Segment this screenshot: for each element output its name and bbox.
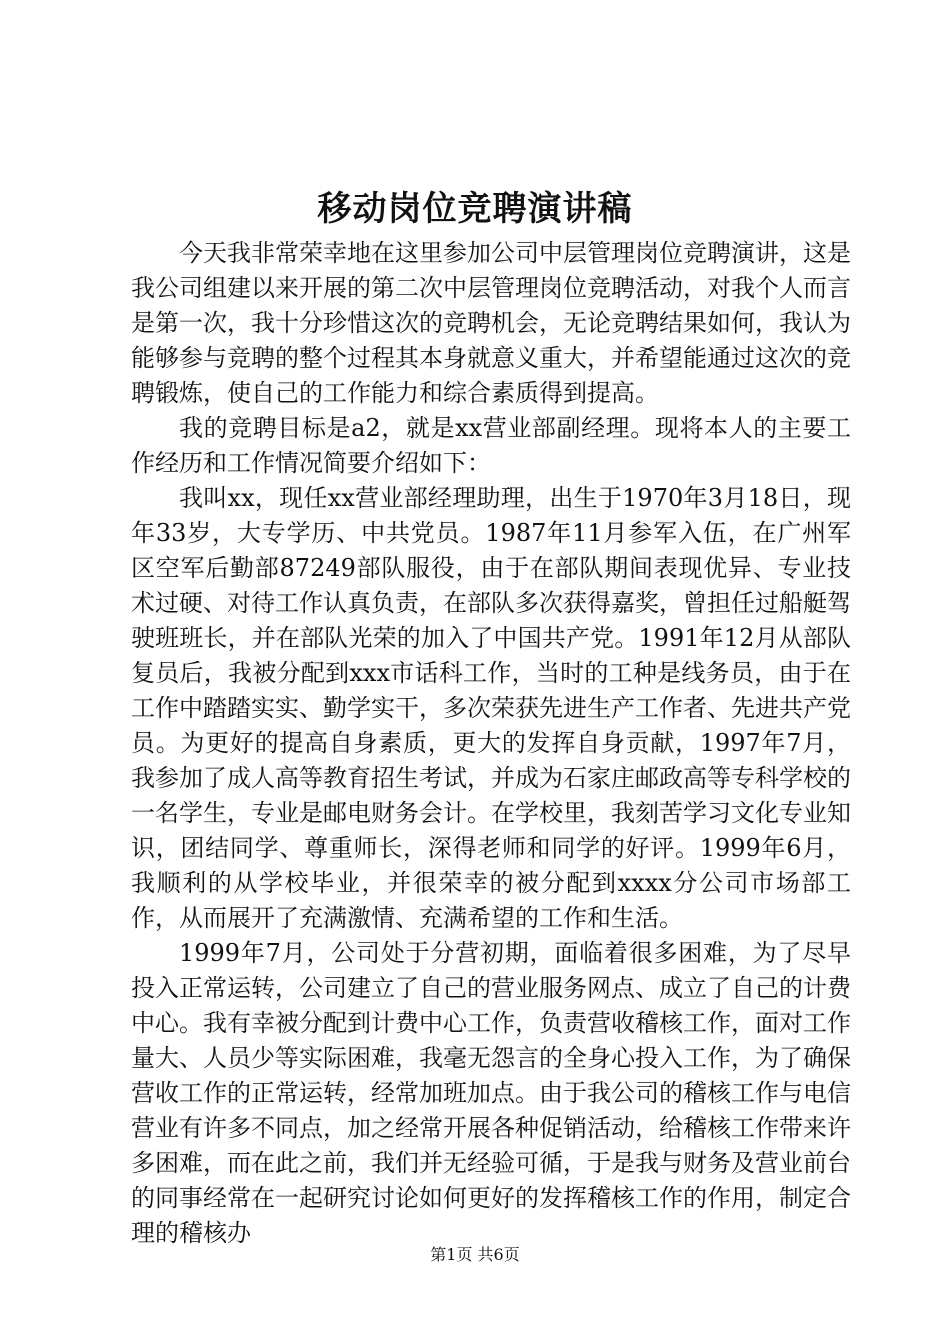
paragraph-target: 我的竞聘目标是a2，就是xx营业部副经理。现将本人的主要工作经历和工作情况简要介绍如下： — [131, 414, 851, 477]
paragraph-intro: 今天我非常荣幸地在这里参加公司中层管理岗位竞聘演讲，这是我公司组建以来开展的第二次中层管理岗位竞聘活动，对我个人而言是第一次，我十分珍惜这次的竞聘机会，无论竞聘结果如何，我认为能够参与竞聘的整个过程其本身就意义重大，并希望能通过这次的竞聘锻炼，使自己的工作能力和综合素质得到提高。 — [131, 239, 851, 407]
page-number-footer: 第1页 共6页 — [430, 1245, 520, 1264]
document-title: 移动岗位竞聘演讲稿 — [317, 189, 633, 229]
paragraph-work-experience: 1999年7月，公司处于分营初期，面临着很多困难，为了尽早投入正常运转，公司建立了自己的营业服务网点、成立了自己的计费中心。我有幸被分配到计费中心工作，负责营收稽核工作，面对工作量大、人员少等实际困难，我毫无怨言的全身心投入工作，为了确保营收工作的正常运转，经常加班加点。由于我公司的稽核工作与电信营业有许多不同点，加之经常开展各种促销活动，给稽核工作带来许多困难，而在此之前，我们并无经验可循，于是我与财务及营业前台的同事经常在一起研究讨论如何更好的发挥稽核工作的作用，制定合理的稽核办 — [131, 939, 851, 1247]
document-body — [131, 236, 851, 1251]
paragraph-background: 我叫xx，现任xx营业部经理助理，出生于1970年3月18日，现年33岁，大专学历、中共党员。1987年11月参军入伍，在广州军区空军后勤部87249部队服役，由于在部队期间表现优异、专业技术过硬、对待工作认真负责，在部队多次获得嘉奖，曾担任过船艇驾驶班班长，并在部队光荣的加入了中国共产党。1991年12月从部队复员后，我被分配到xxx市话科工作，当时的工种是线务员，由于在工作中踏踏实实、勤学实干，多次荣获先进生产工作者、先进共产党员。为更好的提高自身素质，更大的发挥自身贡献，1997年7月，我参加了成人高等教育招生考试，并成为石家庄邮政高等专科学校的一名学生，专业是邮电财务会计。在学校里，我刻苦学习文化专业知识，团结同学、尊重师长，深得老师和同学的好评。1999年6月，我顺利的从学校毕业，并很荣幸的被分配到xxxx分公司市场部工作，从而展开了充满激情、充满希望的工作和生活。 — [131, 484, 851, 932]
